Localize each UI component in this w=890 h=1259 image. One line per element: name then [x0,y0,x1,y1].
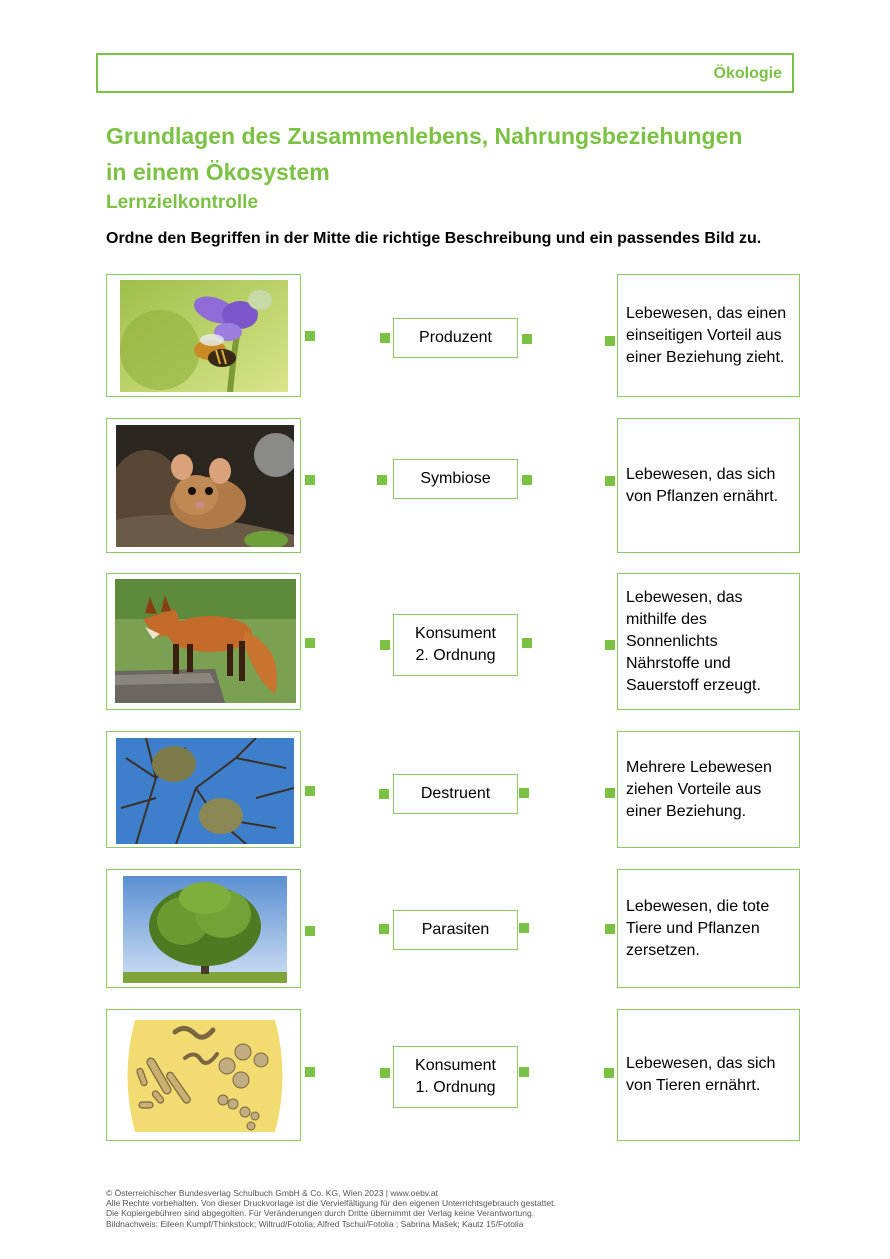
description-text: Lebewesen, das mithilfe des Sonnenlichts Nährstoffe und Sauerstoff erzeugt. [626,588,761,694]
term-left-dot [380,640,390,650]
mouse-image [106,418,301,553]
term-right-dot [519,923,529,933]
term-label: Parasiten [421,921,490,938]
description-box [617,573,800,710]
description-box [617,731,800,848]
bee-on-flower-image [106,274,301,397]
instruction-text: Ordne den Begriffen in der Mitte die richtige Beschreibung und ein passendes Bild zu. [106,230,762,247]
image-connector-dot [305,1067,315,1077]
description-connector-dot [605,476,615,486]
description-text: Lebewesen, das sich von Pflanzen ernährt. [626,465,779,505]
term-box [393,774,518,814]
description-text: Lebewesen, das einen einseitigen Vorteil aus einer Beziehung zieht. [626,304,787,366]
term-label: Konsument 2. Ordnung [415,625,496,664]
page-subtitle: Lernzielkontrolle [106,192,259,213]
image-connector-dot [305,331,315,341]
term-box [393,614,518,676]
oak-tree-image [106,869,301,988]
description-text: Mehrere Lebewesen ziehen Vorteile aus einer Beziehung. [626,758,772,820]
term-box [393,1046,518,1108]
description-box [617,869,800,988]
copyright-footer [106,1188,556,1229]
page-title [106,118,806,190]
image-connector-dot [305,475,315,485]
description-connector-dot [605,336,615,346]
title-line-2: in einem Ökosystem [106,159,330,185]
term-left-dot [379,924,389,934]
description-text: Lebewesen, die tote Tiere und Pflanzen zersetzen. [626,897,770,959]
image-connector-dot [305,926,315,936]
term-label: Konsument 1. Ordnung [415,1057,496,1096]
term-left-dot [380,333,390,343]
bacteria-image [106,1009,301,1141]
term-box [393,459,518,499]
header-box [96,53,794,93]
term-label: Produzent [419,329,492,346]
term-right-dot [522,638,532,648]
description-connector-dot [605,924,615,934]
description-box [617,1009,800,1141]
description-connector-dot [605,788,615,798]
term-label: Symbiose [420,470,491,487]
image-connector-dot [305,638,315,648]
term-right-dot [522,334,532,344]
term-box [393,318,518,358]
term-right-dot [522,475,532,485]
footer-line: Bildnachweis: Eileen Kumpf/Thinkstock; Wiltrud/Fotolia; Alfred Tschui/Fotolia ; Sabrina Mašek; Kautz 15/Fotolia [106,1218,524,1229]
fox-image [106,573,301,710]
term-left-dot [379,789,389,799]
term-left-dot [377,475,387,485]
footer-line: © Österreichischer Bundesverlag Schulbuch GmbH & Co. KG, Wien 2023 | www.oebv.at [106,1188,438,1198]
title-line-1: Grundlagen des Zusammenlebens, Nahrungsbeziehungen [106,123,743,149]
footer-line: Alle Rechte vorbehalten. Von dieser Druckvorlage ist die Vervielfältigung für den eigenen Unterrichtsgebrauch gestattet. [106,1198,556,1209]
description-text: Lebewesen, das sich von Tieren ernährt. [626,1055,776,1094]
term-right-dot [519,1067,529,1077]
subject-label: Ökologie [713,65,782,82]
footer-line: Die Kopiergebühren sind abgegolten. Für Veränderungen durch Dritte übernimmt der Verlag keine Verantwortung. [106,1208,535,1219]
term-box [393,910,518,950]
mistletoe-tree-image [106,731,301,848]
description-connector-dot [605,640,615,650]
term-right-dot [519,788,529,798]
description-connector-dot [604,1068,614,1078]
term-left-dot [380,1068,390,1078]
description-box [617,418,800,553]
term-label: Destruent [420,785,491,802]
description-box [617,274,800,397]
image-connector-dot [305,786,315,796]
